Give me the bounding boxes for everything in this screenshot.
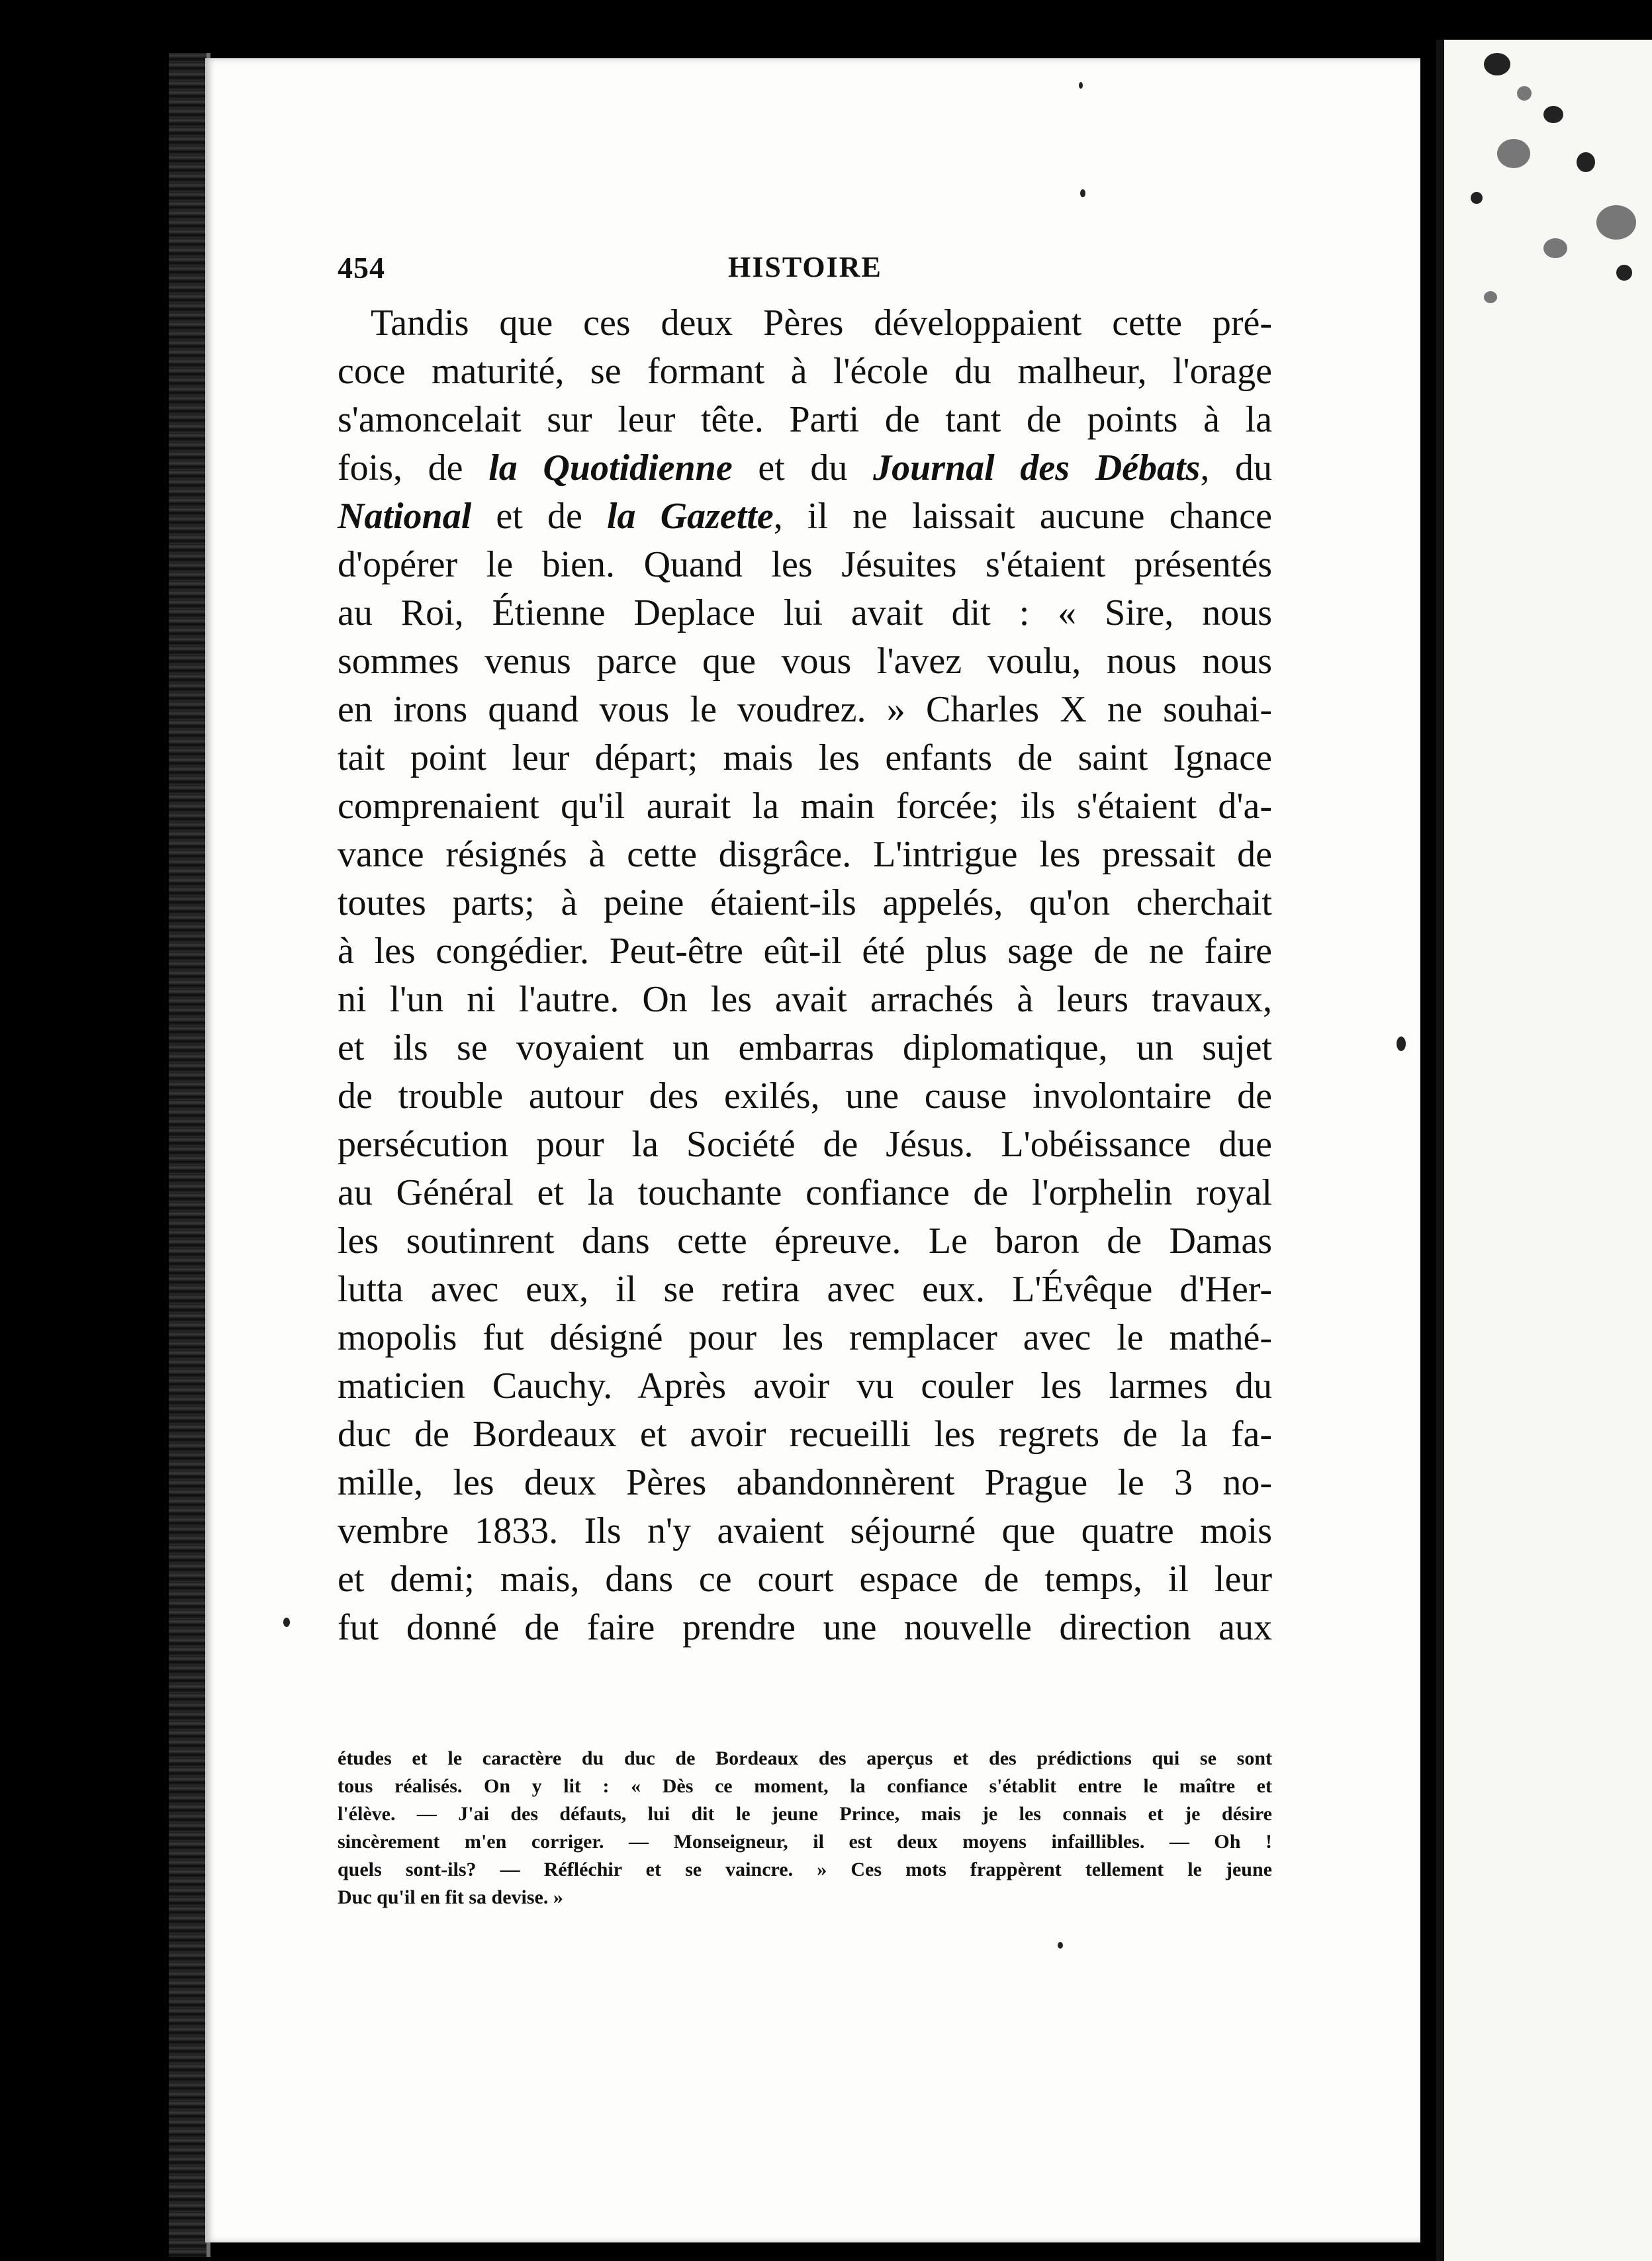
- ink-spot: [1471, 192, 1483, 204]
- ink-spot: [1497, 139, 1530, 168]
- text-line: d'opérer le bien. Quand les Jésuites s'étaient présentés: [338, 544, 1272, 585]
- text-segment: et de: [471, 496, 607, 537]
- text-line: au Roi, Étienne Deplace lui avait dit : « Sire, nous: [338, 592, 1272, 633]
- text-line: de trouble autour des exilés, une cause involontaire de: [338, 1076, 1272, 1117]
- footnote-line: Duc qu'il en fit sa devise. »: [338, 1886, 563, 1908]
- ink-spot: [1484, 291, 1497, 303]
- text-line: et demi; mais, dans ce court espace de temps, il leur: [338, 1559, 1272, 1600]
- text-line: s'amoncelait sur leur tête. Parti de tant de points à la: [338, 399, 1272, 440]
- text-line: et ils se voyaient un embarras diplomatique, un sujet: [338, 1027, 1272, 1068]
- text-line: toutes parts; à peine étaient-ils appelés, qu'on cherchait: [338, 882, 1272, 923]
- footnote: [338, 1745, 1272, 1912]
- italic-title: la Gazette: [606, 496, 774, 537]
- text-line: [338, 444, 1272, 492]
- footnote-line: tous réalisés. On y lit : « Dès ce moment, la confiance s'établit entre le maître et: [338, 1775, 1272, 1797]
- page-number: 454: [338, 251, 385, 285]
- text-line: vembre 1833. Ils n'y avaient séjourné que quatre mois: [338, 1510, 1272, 1551]
- text-line: sommes venus parce que vous l'avez voulu, nous nous: [338, 641, 1272, 682]
- text-segment: fois, de: [338, 447, 489, 488]
- text-line: mille, les deux Pères abandonnèrent Prague le 3 no-: [338, 1462, 1272, 1503]
- running-title: HISTOIRE: [728, 251, 882, 283]
- italic-title: National: [338, 496, 472, 537]
- ink-spot: [1484, 53, 1510, 75]
- text-line: ni l'un ni l'autre. On les avait arrachés à leurs travaux,: [338, 979, 1272, 1020]
- footnote-line: sincèrement m'en corriger. — Monseigneur, il est deux moyens infaillibles. — Oh !: [338, 1831, 1272, 1853]
- footnote-line: études et le caractère du duc de Bordeaux des aperçus et des prédictions qui se sont: [338, 1747, 1272, 1769]
- text-line: au Général et la touchante confiance de l'orphelin royal: [338, 1172, 1272, 1213]
- text-segment: , du: [1200, 447, 1273, 488]
- footnote-line: quels sont-ils? — Réfléchir et se vaincre. » Ces mots frappèrent tellement le jeune: [338, 1859, 1272, 1880]
- ink-spot: [1577, 152, 1595, 172]
- text-line: maticien Cauchy. Après avoir vu couler les larmes du: [338, 1365, 1272, 1407]
- text-line: coce maturité, se formant à l'école du malheur, l'orage: [338, 351, 1272, 392]
- text-line: mopolis fut désigné pour les remplacer avec le mathé-: [338, 1317, 1272, 1358]
- text-line: vance résignés à cette disgrâce. L'intrigue les pressait de: [338, 834, 1272, 875]
- text-line: lutta avec eux, il se retira avec eux. L'Évêque d'Her-: [338, 1269, 1272, 1310]
- text-line: [338, 492, 1272, 541]
- text-line: tait point leur départ; mais les enfants de saint Ignace: [338, 737, 1272, 778]
- ink-spot: [1596, 205, 1636, 240]
- margin-mark: [1397, 1037, 1406, 1051]
- text-line: comprenaient qu'il aurait la main forcée; ils s'étaient d'a-: [338, 786, 1272, 827]
- ink-spot: [1517, 86, 1532, 101]
- running-head: [338, 250, 1264, 297]
- text-line: fut donné de faire prendre une nouvelle direction aux: [338, 1607, 1272, 1648]
- body-text: [338, 299, 1272, 1652]
- text-line: à les congédier. Peut-être eût-il été plus sage de ne faire: [338, 931, 1272, 972]
- text-segment: , il ne laissait aucune chance: [773, 496, 1272, 537]
- text-segment: et du: [732, 447, 874, 488]
- text-line: persécution pour la Société de Jésus. L'obéissance due: [338, 1124, 1272, 1165]
- margin-mark: [283, 1618, 290, 1627]
- margin-mark: [1058, 1942, 1063, 1949]
- text-line: les soutinrent dans cette épreuve. Le baron de Damas: [338, 1221, 1272, 1262]
- italic-title: la Quotidienne: [488, 447, 733, 488]
- ink-spot: [1543, 238, 1567, 258]
- italic-title: Journal des Débats: [873, 447, 1201, 488]
- facing-page-edge: [1436, 40, 1652, 2261]
- ink-spot: [1616, 265, 1632, 281]
- text-line: duc de Bordeaux et avoir recueilli les regrets de la fa-: [338, 1414, 1272, 1455]
- text-line: en irons quand vous le voudrez. » Charles X ne souhai-: [338, 689, 1272, 730]
- book-spine: [169, 53, 207, 2257]
- text-line: Tandis que ces deux Pères développaient cette pré-: [371, 302, 1272, 344]
- margin-mark: [1079, 82, 1083, 89]
- margin-mark: [1080, 189, 1085, 197]
- footnote-line: l'élève. — J'ai des défauts, lui dit le jeune Prince, mais je les connais et je désire: [338, 1803, 1272, 1825]
- ink-spot: [1543, 106, 1563, 123]
